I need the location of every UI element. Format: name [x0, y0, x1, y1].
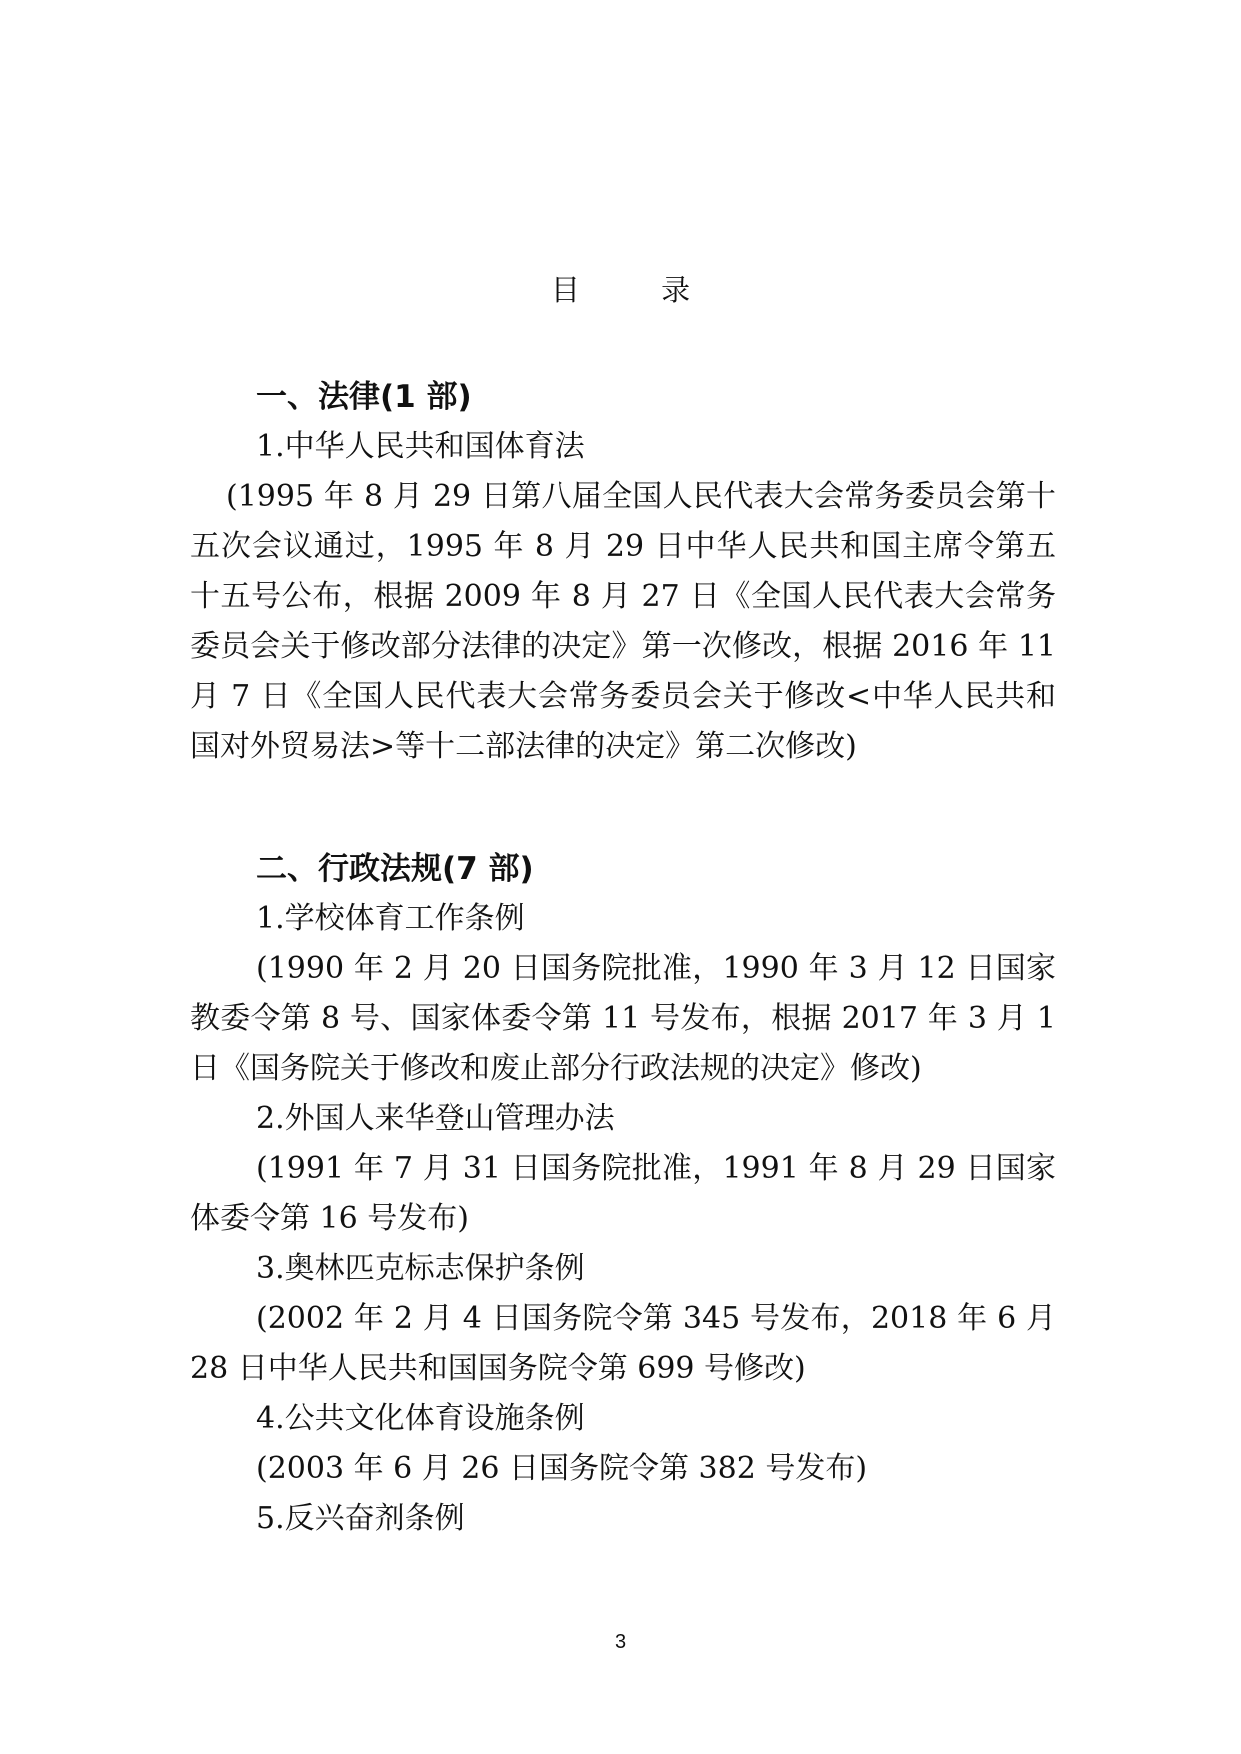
section-heading: 一、法律(1 部): [256, 379, 472, 415]
page-title: 目 录: [550, 273, 727, 307]
entry-note: (1990 年 2 月 20 日国务院批准，1990 年 3 月 12 日国家教委令第 8 号、国家体委令第 11 号发布，根据 2017 年 3 月 1 日《国务院关于修改和废止部分行政法规的决定》修改): [190, 951, 1056, 1086]
section-laws: [190, 372, 1056, 772]
section-heading: 二、行政法规(7 部): [256, 851, 534, 887]
entry-note: (2003 年 6 月 26 日国务院令第 382 号发布): [256, 1451, 868, 1486]
toc-entry: [190, 1244, 1056, 1394]
toc-entry: [190, 1394, 1056, 1494]
toc-entry: [190, 1494, 1056, 1544]
page-number: 3: [614, 1631, 627, 1653]
entry-title: 5.反兴奋剂条例: [256, 1501, 465, 1536]
section-divider: [190, 772, 1056, 844]
entry-title: 4.公共文化体育设施条例: [256, 1401, 585, 1436]
toc-entry: [190, 1094, 1056, 1244]
entry-title: 2.外国人来华登山管理办法: [256, 1101, 615, 1136]
entry-title: 1.中华人民共和国体育法: [256, 429, 585, 464]
toc-entry: [190, 894, 1056, 1094]
entry-note: (2002 年 2 月 4 日国务院令第 345 号发布，2018 年 6 月 28 日中华人民共和国国务院令第 699 号修改): [190, 1301, 1056, 1386]
entry-note: (1991 年 7 月 31 日国务院批准，1991 年 8 月 29 日国家体委令第 16 号发布): [190, 1151, 1056, 1236]
section-regulations: [190, 844, 1056, 1544]
entry-title: 3.奥林匹克标志保护条例: [256, 1251, 585, 1286]
toc-body: [190, 372, 1056, 1544]
toc-entry: [190, 422, 1056, 772]
entry-note: (1995 年 8 月 29 日第八届全国人民代表大会常务委员会第十五次会议通过，1995 年 8 月 29 日中华人民共和国主席令第五十五号公布，根据 2009 年 8 月 27 日《全国人民代表大会常务委员会关于修改部分法律的决定》第一次修改，根据 2016 年 11 月 7 日《全国人民代表大会常务委员会关于修改<中华人民共和国对外贸易法>等十二部法律的决定》第二次修改): [190, 479, 1056, 764]
entry-title: 1.学校体育工作条例: [256, 901, 525, 936]
